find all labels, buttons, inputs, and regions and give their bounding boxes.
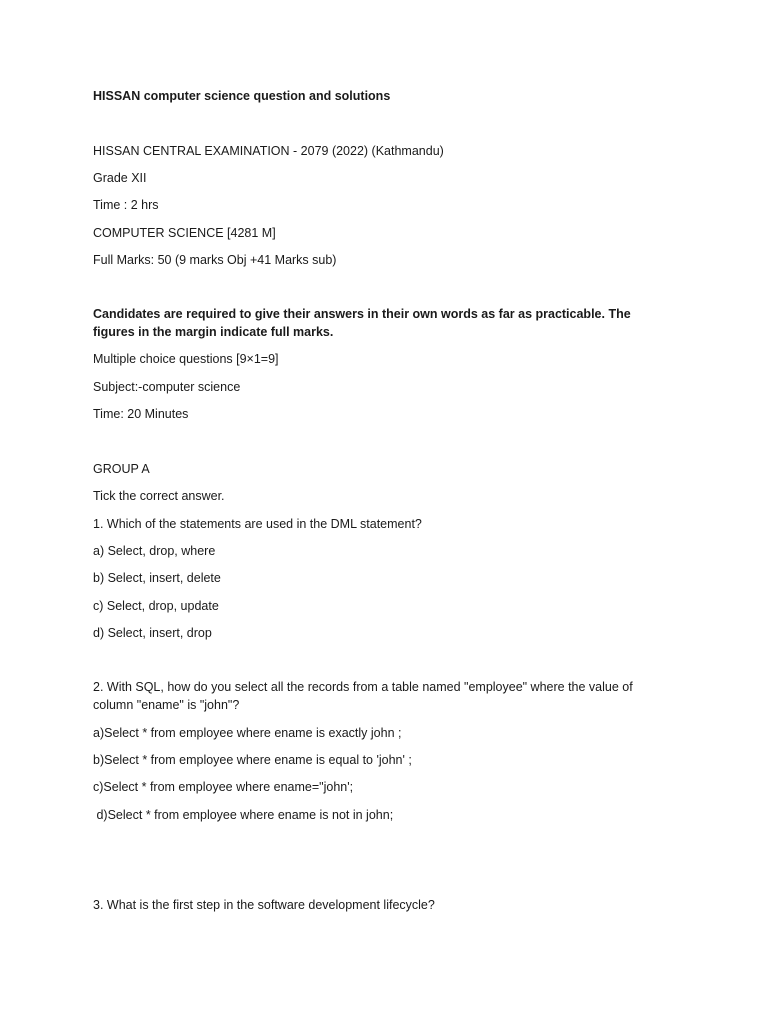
question-2-option-a: a)Select * from employee where ename is exactly john ; [93,726,402,740]
question-2-option-b: b)Select * from employee where ename is equal to 'john' ; [93,753,412,767]
grade: Grade XII [93,171,147,185]
tick-instruction: Tick the correct answer. [93,489,225,503]
question-1-option-d: d) Select, insert, drop [93,626,212,640]
mcq-header: Multiple choice questions [9×1=9] [93,352,279,366]
question-2-option-d: d)Select * from employee where ename is not in john; [93,808,394,822]
question-1-option-c: c) Select, drop, update [93,599,219,613]
full-marks: Full Marks: 50 (9 marks Obj +41 Marks sub) [93,253,337,267]
question-1-option-a: a) Select, drop, where [93,544,216,558]
subject-line: Subject:-computer science [93,380,241,394]
mcq-time: Time: 20 Minutes [93,407,189,421]
question-2-option-c: c)Select * from employee where ename="john'; [93,780,354,794]
question-3: 3. What is the first step in the software development lifecycle? [93,898,435,912]
question-1: 1. Which of the statements are used in the DML statement? [93,517,422,531]
exam-time: Time : 2 hrs [93,198,159,212]
question-1-option-b: b) Select, insert, delete [93,571,221,585]
subject-code: COMPUTER SCIENCE [4281 M] [93,226,276,240]
exam-name: HISSAN CENTRAL EXAMINATION - 2079 (2022) (Kathmandu) [93,144,444,158]
group-heading: GROUP A [93,462,150,476]
document-title: HISSAN computer science question and solutions [93,89,391,103]
instructions: Candidates are required to give their answers in their own words as far as practicable. The figures in the margin indicate full marks. [93,307,635,339]
question-2: 2. With SQL, how do you select all the records from a table named "employee" where the value of column "ename" is "john"? [93,680,637,712]
